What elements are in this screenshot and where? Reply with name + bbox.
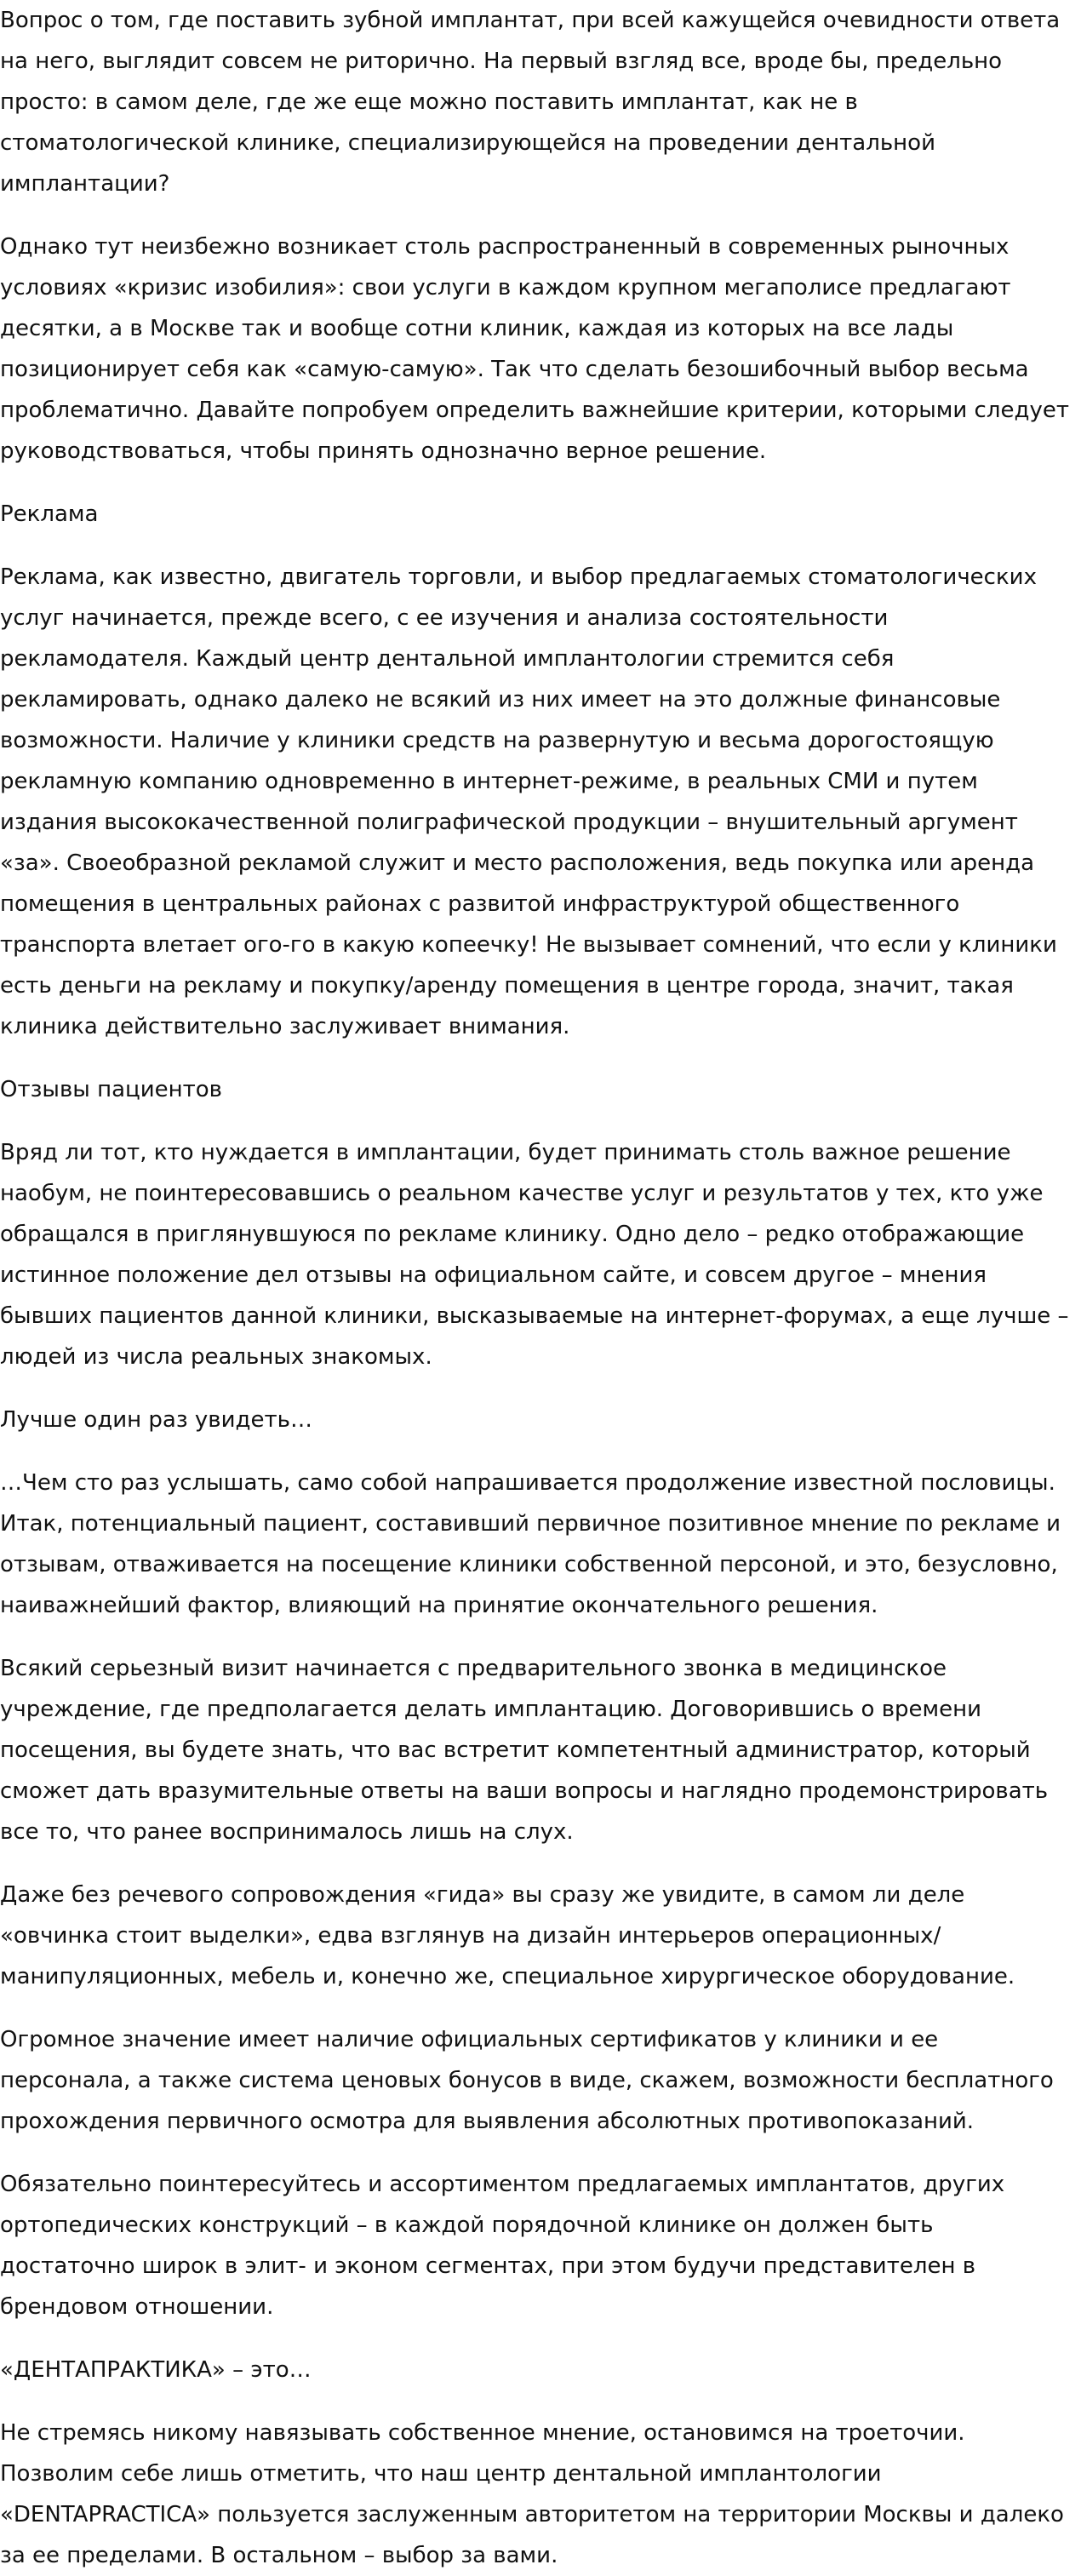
paragraph-certificates: Огромное значение имеет наличие официальных сертификатов у клиники и ее персонала, а также система ценовых бонусов в виде, скажем, возможности бесплатного прохождения первичного осмотра для выявления абсолютных противопоказаний.: [0, 2027, 1054, 2134]
paragraph-interiors: Даже без речевого сопровождения «гида» вы сразу же увидите, в самом ли деле «овчинка стоит выделки», едва взглянув на дизайн интерьеров операционных/манипуляционных, мебель и, конечно же, специальное хирургическое оборудование.: [0, 1882, 1015, 1989]
paragraph-conclusion: Не стремясь никому навязывать собственное мнение, остановимся на троеточии. Позволим себе лишь отметить, что наш центр дентальной имплантологии «DENTAPRACTICA» пользуется заслуженным авторитетом на территории Москвы и далеко за ее пределами. В остальном – выбор за вами.: [0, 2420, 1064, 2568]
paragraph-intro: Вопрос о том, где поставить зубной имплантат, при всей кажущейся очевидности ответа на него, выглядит совсем не риторично. На первый взгляд все, вроде бы, предельно просто: в самом деле, где же еще можно поставить имплантат, как не в стоматологической клинике, специализирующейся на проведении дентальной имплантации?: [0, 8, 1061, 197]
section-heading-reviews: Отзывы пациентов: [0, 1077, 222, 1102]
paragraph-visit: …Чем сто раз услышать, само собой напрашивается продолжение известной пословицы. Итак, потенциальный пациент, составивший первичное позитивное мнение по рекламе и отзывам, отваживается на посещение клиники собственной персоной, и это, безусловно, наиважнейший фактор, влияющий на принятие окончательного решения.: [0, 1470, 1061, 1618]
section-heading-see-once: Лучше один раз увидеть…: [0, 1407, 312, 1433]
section-heading-advertising: Реклама: [0, 501, 99, 527]
paragraph-phone-call: Всякий серьезный визит начинается с предварительного звонка в медицинское учреждение, где предполагается делать имплантацию. Договорившись о времени посещения, вы будете знать, что вас встретит компетентный администратор, который сможет дать вразумительные ответы на ваши вопросы и наглядно продемонстрировать все то, что ранее воспринималось лишь на слух.: [0, 1656, 1049, 1845]
section-heading-dentapraktika: «ДЕНТАПРАКТИКА» – это…: [0, 2357, 312, 2383]
paragraph-implant-range: Обязательно поинтересуйтесь и ассортиментом предлагаемых имплантатов, других ортопедических конструкций – в каждой порядочной клинике он должен быть достаточно широк в элит- и эконом сегментах, при этом будучи представителен в брендовом отношении.: [0, 2172, 1005, 2320]
paragraph-reviews: Вряд ли тот, кто нуждается в имплантации, будет принимать столь важное решение наобум, не поинтересовавшись о реальном качестве услуг и результатов у тех, кто уже обращался в приглянувшуюся по рекламе клинику. Одно дело – редко отображающие истинное положение дел отзывы на официальном сайте, и совсем другое – мнения бывших пациентов данной клиники, высказываемые на интернет-форумах, а еще лучше – людей из числа реальных знакомых.: [0, 1140, 1069, 1370]
paragraph-advertising: Реклама, как известно, двигатель торговли, и выбор предлагаемых стоматологических услуг начинается, прежде всего, с ее изучения и анализа состоятельности рекламодателя. Каждый центр дентальной имплантологии стремится себя рекламировать, однако далеко не всякий из них имеет на это должные финансовые возможности. Наличие у клиники средств на развернутую и весьма дорогостоящую рекламную компанию одновременно в интернет-режиме, в реальных СМИ и путем издания высококачественной полиграфической продукции – внушительный аргумент «за». Своеобразной рекламой служит и место расположения, ведь покупка или аренда помещения в центральных районах с развитой инфраструктурой общественного транспорта влетает ого-го в какую копеечку! Не вызывает сомнений, что если у клиники есть деньги на рекламу и покупку/аренду помещения в центре города, значит, такая клиника действительно заслуживает внимания.: [0, 564, 1057, 1039]
paragraph-choice-problem: Однако тут неизбежно возникает столь распространенный в современных рыночных условиях «кризис изобилия»: свои услуги в каждом крупном мегаполисе предлагают десятки, а в Москве так и вообще сотни клиник, каждая из которых на все лады позиционирует себя как «самую-самую». Так что сделать безошибочный выбор весьма проблематично. Давайте попробуем определить важнейшие критерии, которыми следует руководствоваться, чтобы принять однозначно верное решение.: [0, 234, 1069, 464]
